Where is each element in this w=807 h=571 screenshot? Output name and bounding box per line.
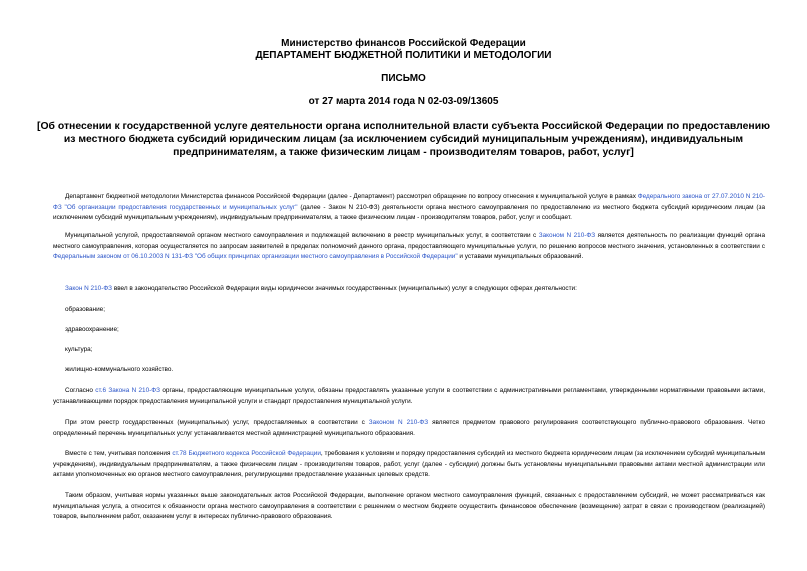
link-law-210fz[interactable]: Законом N 210-ФЗ: [538, 232, 596, 239]
paragraph-text: Вместе с тем, учитывая положения: [65, 450, 173, 457]
link-law-131fz[interactable]: Федеральным законом от 06.10.2003 N 131-ФЗ "Об общих принципах организации местного самоуправления в Российской Федерации": [53, 253, 458, 260]
list-item: жилищно-коммунального хозяйство.: [65, 366, 174, 373]
document-date-number: от 27 марта 2014 года N 02-03-09/13605: [308, 96, 499, 107]
paragraph-text: При этом реестр государственных (муниципальных) услуг, предоставляемых в соответствии с: [65, 419, 369, 426]
document-type: ПИСЬМО: [381, 73, 426, 84]
document-title: [Об отнесении к государственной услуге деятельности органа исполнительной власти субъекта Российской Федерации по предоставлению из местного бюджета субсидий юридическим лицам (за исключением субсидий муниципальным учреждениям), индивидуальным предпринимателям, а также физическим лицам - производителям товаров, работ, услуг]: [37, 121, 770, 158]
paragraph-4: [53, 386, 765, 407]
paragraph-text: органы, предоставляющие муниципальные услуги, обязаны предоставлять указанные услуги в соответствии с административными регламентами, утвержденными нормативными правовыми актами, устанавливающими порядок предоставления муниципальной услуги и стандарт предоставления муниципальной услуги.: [53, 387, 765, 405]
link-law-210fz[interactable]: Закона N 210-ФЗ: [108, 387, 161, 394]
ministry-name: Министерство финансов Российской Федерации: [281, 38, 526, 49]
link-law-210fz[interactable]: Закон N 210-ФЗ: [65, 285, 113, 292]
paragraph-6: [53, 449, 765, 481]
department-name: ДЕПАРТАМЕНТ БЮДЖЕТНОЙ ПОЛИТИКИ И МЕТОДОЛОГИИ: [255, 50, 552, 61]
paragraph-text: и уставами муниципальных образований.: [457, 253, 584, 260]
paragraph-text: , требования к условиям и порядку предоставления субсидий из местного бюджета юридическим лицам (за исключением субсидий муниципальным учреждениям), индивидуальным предпринимателям, а также физическим лицам - производителям товаров, работ, услуг (далее - субсидии) должны быть установлены муниципальными правовыми актами местной администрации или актами уполномоченных ею органов местного самоуправления, регулирующими предоставление указанных целевых средств.: [53, 450, 765, 478]
link-budget-code-art78[interactable]: ст.78 Бюджетного кодекса Российской Федерации: [172, 450, 321, 457]
paragraph-2: [53, 231, 765, 263]
paragraph-text: является деятельность по реализации функций органа местного самоуправления, которая осуществляется по запросам заявителей в пределах полномочий данного органа, предоставляющего муниципальные услуги, по решению вопросов местного значения, установленных в соответствии с: [53, 232, 765, 250]
link-article-6[interactable]: ст.6: [95, 387, 106, 394]
paragraph-5: [53, 418, 765, 439]
list-item: здравоохранение;: [65, 326, 119, 333]
paragraph-text: Согласно: [65, 387, 96, 394]
paragraph-3: [65, 284, 765, 295]
list-item: культура;: [65, 346, 93, 353]
list-item: образование;: [65, 306, 105, 313]
link-law-210fz[interactable]: Законом N 210-ФЗ: [368, 419, 429, 426]
paragraph-1: [53, 192, 765, 224]
paragraph-text: ввел в законодательство Российской Федерации виды юридически значимых государственных (муниципальных) услуг в следующих сферах деятельности:: [112, 285, 577, 292]
paragraph-7: Таким образом, учитывая нормы указанных выше законодательных актов Российской Федерации, выполнение органом местного самоуправления функций, связанных с предоставлением субсидий, не может рассматриваться как муниципальная услуга, а относится к обязанности органа местного самоуправления в соответствии с решением о местном бюджете осуществить финансовое обеспечение (возмещение) затрат в связи с производством (реализацией) товаров, выполнением работ, оказанием услуг в интересах публично-правового образования.: [53, 492, 765, 520]
paragraph-text: Муниципальной услугой, предоставляемой органом местного самоуправления и подлежащей включению в реестр муниципальных услуг, в соответствии с: [65, 232, 539, 239]
link-law-210fz[interactable]: Федерального закона от 27.07.2010 N 210-ФЗ "Об организации предоставления государственных и муниципальных услуг": [53, 193, 765, 211]
paragraph-text: является предметом правового регулирования соответствующего публично-правового образования. Четко определенный перечень муниципальных услуг устанавливается местной администрацией муниципального образования.: [53, 419, 766, 437]
paragraph-text: Департамент бюджетной методологии Министерства финансов Российской Федерации (далее - Департамент) рассмотрел обращение по вопросу отнесения к муниципальной услуге в рамках: [65, 193, 638, 200]
paragraph-text: (далее - Закон N 210-ФЗ) деятельности органа местного самоуправления по предоставлению из местного бюджета субсидий юридическим лицам (за исключением субсидий муниципальным учреждениям), индивидуальным предпринимателям, а также физическим лицам - производителям товаров, работ, услуг и сообщает.: [53, 203, 765, 221]
